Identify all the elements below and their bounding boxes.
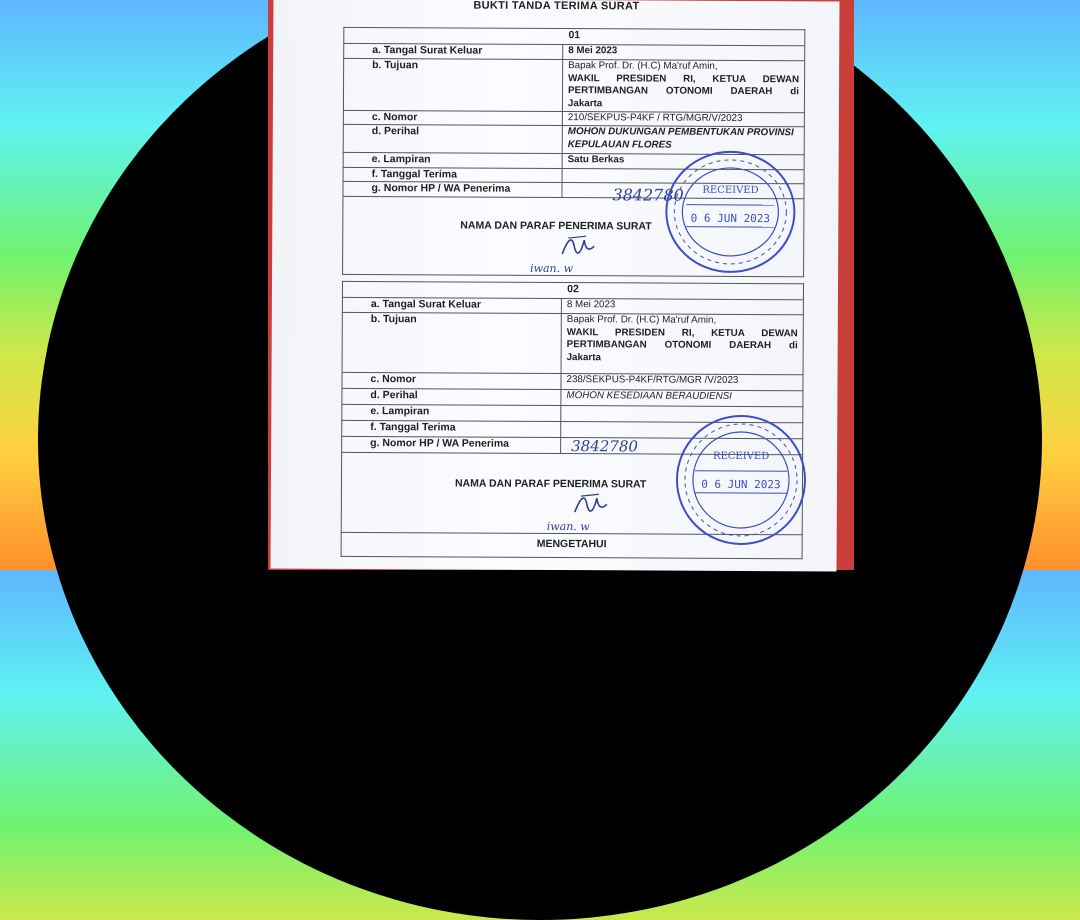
received-stamp-icon (671, 411, 812, 550)
tujuan-line: Bapak Prof. Dr. (H.C) Ma'ruf Amin, (568, 60, 799, 74)
record-number: 01 (344, 27, 805, 45)
stamp-date: 0 6 JUN 2023 (691, 212, 771, 225)
perihal-line: KEPULAUAN FLORES (568, 139, 799, 153)
value-lampiran: Satu Berkas (562, 154, 804, 170)
label-tanggal-keluar: a. Tangal Surat Keluar (342, 297, 561, 313)
label-perihal: d. Perihal (342, 388, 561, 405)
paraf-scribble-icon (558, 232, 598, 264)
value-perihal: MOHON KESEDIAAN BERAUDIENSI (561, 390, 803, 407)
value-tujuan (561, 314, 803, 375)
tujuan-line: PERTIMBANGAN OTONOMI DAERAH di (567, 339, 798, 353)
label-nomor: c. Nomor (342, 372, 561, 389)
record-number: 02 (342, 281, 803, 299)
value-tanggal-keluar: 8 Mei 2023 (561, 299, 803, 315)
receipt-document (271, 0, 840, 571)
tujuan-line: Bapak Prof. Dr. (H.C) Ma'ruf Amin, (567, 314, 798, 328)
tujuan-line: Jakarta (568, 98, 799, 112)
paraf-scribble-icon (571, 490, 611, 522)
stamp-date: 0 6 JUN 2023 (701, 478, 781, 491)
label-lampiran: e. Lampiran (343, 152, 562, 168)
label-nomor-hp: g. Nomor HP / WA Penerima (343, 181, 562, 197)
handwritten-phone: 3842780 (612, 185, 683, 204)
perihal-line: MOHON DUKUNGAN PEMBENTUKAN PROVINSI (568, 126, 799, 140)
received-stamp-icon (660, 147, 801, 278)
label-tanggal-keluar: a. Tangal Surat Keluar (344, 43, 563, 59)
tujuan-line: WAKIL PRESIDEN RI, KETUA DEWAN (567, 327, 798, 341)
label-nomor: c. Nomor (343, 110, 562, 125)
label-nomor-hp: g. Nomor HP / WA Penerima (342, 436, 561, 453)
label-lampiran: e. Lampiran (342, 404, 561, 421)
stamp-label: RECEIVED (713, 451, 769, 462)
value-tanggal-keluar: 8 Mei 2023 (563, 45, 805, 61)
signature-name: iwan. w (530, 262, 573, 275)
label-tanggal-terima: f. Tanggal Terima (342, 420, 561, 437)
value-nomor: 210/SEKPUS-P4KF / RTG/MGR/V/2023 (562, 112, 804, 127)
label-tanggal-terima: f. Tanggal Terima (343, 167, 562, 182)
mengetahui-heading: MENGETAHUI (341, 532, 802, 558)
stamp-label: RECEIVED (702, 185, 758, 196)
value-tujuan (562, 60, 804, 113)
tujuan-line: WAKIL PRESIDEN RI, KETUA DEWAN (568, 73, 799, 87)
label-tujuan: b. Tujuan (343, 58, 562, 111)
label-tujuan: b. Tujuan (342, 312, 561, 373)
handwritten-phone: 3842780 (571, 437, 638, 455)
signature-heading: NAMA DAN PARAF PENERIMA SURAT (460, 220, 651, 233)
value-nomor: 238/SEKPUS-P4KF/RTG/MGR /V/2023 (561, 374, 803, 391)
signature-heading: NAMA DAN PARAF PENERIMA SURAT (455, 477, 646, 490)
label-perihal: d. Perihal (343, 124, 562, 153)
signature-name: iwan. w (547, 520, 590, 533)
document-title: BUKTI TANDA TERIMA SURAT (273, 0, 839, 13)
tujuan-line: Jakarta (567, 352, 798, 366)
tujuan-line: PERTIMBANGAN OTONOMI DAERAH di (568, 85, 799, 99)
